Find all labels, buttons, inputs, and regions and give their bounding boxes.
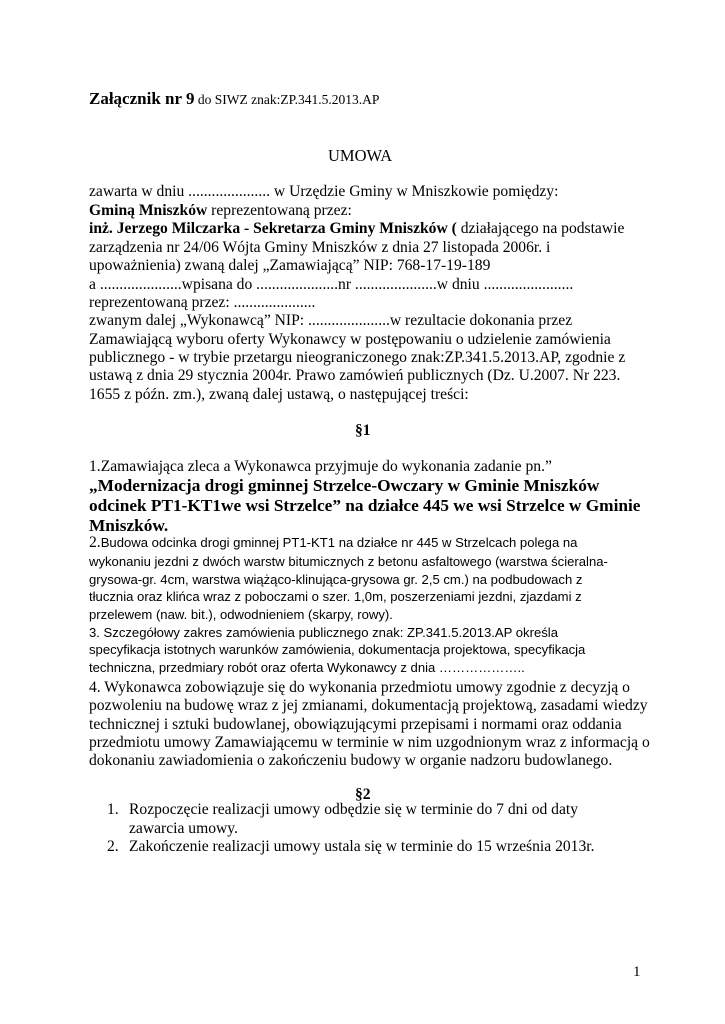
intro-line-5: upoważnienia) zwaną dalej „Zamawiającą” NIP: 768-17-19-189 [89, 257, 491, 274]
party-gmina: Gminą Mniszków [89, 202, 208, 219]
intro-line-8: zwanym dalej „Wykonawcą” NIP: .....................w rezultacie dokonania przez [89, 312, 573, 329]
intro-line-4: zarządzenia nr 24/06 Wójta Gminy Mniszków z dnia 27 listopada 2006r. i [89, 239, 551, 256]
s1-p4-line-3: technicznej i sztuki budowlanej, obowiązującymi przepisami i normami oraz oddania [89, 716, 622, 733]
attachment-line [89, 90, 379, 108]
s1-p1-line-1: 1.Zamawiająca zleca a Wykonawca przyjmuje do wykonania zadanie pn.” [89, 458, 552, 475]
task-title-line-3: Mniszków. [89, 516, 169, 535]
s1-p3-line-2: specyfikacja istotnych warunków zamówienia, dokumentacja projektowa, specyfikacja [89, 642, 586, 657]
intro-line-1: zawarta w dniu ..................... w Urzędzie Gminy w Mniszkowie pomiędzy: [89, 183, 559, 200]
s1-p2-line-2: wykonaniu jezdni z dwóch warstw bitumicznych z betonu asfaltowego (warstwa ścieralna- [89, 554, 608, 569]
intro-line-6: a .....................wpisana do .....................nr .....................w dniu ....................... [89, 276, 574, 293]
s2-item-2-line-1: Zakończenie realizacji umowy ustala się w terminie do 15 września 2013r. [129, 838, 595, 855]
section-2-heading: §2 [355, 786, 371, 803]
s1-p3-line-1: 3. Szczegółowy zakres zamówienia publicznego znak: ZP.341.5.2013.AP określa [89, 625, 558, 640]
s1-p3-line-3: techniczna, przedmiary robót oraz oferta Wykonawcy z dnia ……………….. [89, 660, 525, 675]
s1-p4-line-1: 4. Wykonawca zobowiązuje się do wykonania przedmiotu umowy zgodnie z decyzją o [89, 679, 630, 696]
intro-line-12: 1655 z późn. zm.), zwaną dalej ustawą, o następującej treści: [89, 386, 469, 403]
s1-p4-line-2: pozwoleniu na budowę wraz z jej zmianami, dokumentacją projektową, zasadami wiedzy [89, 697, 648, 714]
document-title: UMOWA [328, 146, 393, 165]
s2-item-1-line-2: zawarcia umowy. [129, 820, 238, 837]
s2-item-1-line-1: Rozpoczęcie realizacji umowy odbędzie się w terminie do 7 dni od daty [129, 801, 579, 818]
task-title-line-1: „Modernizacja drogi gminnej Strzelce-Owczary w Gminie Mniszków [89, 476, 600, 495]
task-title-line-2: odcinek PT1-KT1we wsi Strzelce” na działce 445 we wsi Strzelce w Gminie [89, 496, 641, 515]
section-1-heading: §1 [355, 422, 371, 439]
s1-p4-line-5: dokonaniu zawiadomienia o zakończeniu budowy w organie nadzoru budowlanego. [89, 752, 613, 769]
page-number: 1 [633, 964, 641, 980]
s2-item-1-number: 1. [107, 801, 119, 818]
attachment-number: Załącznik nr 9 [89, 89, 195, 108]
s1-p4-line-4: przedmiotu umowy Zamawiającemu w terminie w nim uzgodnionym wraz z informacją o [89, 734, 650, 751]
intro-line-10: publicznego - w trybie przetargu nieograniczonego znak:ZP.341.5.2013.AP, zgodnie z [89, 349, 626, 366]
intro-line-3: inż. Jerzego Milczarka - Sekretarza Gminy Mniszków ( działającego na podstawie [89, 220, 625, 237]
intro-line-11: ustawą z dnia 29 stycznia 2004r. Prawo zamówień publicznych (Dz. U.2007. Nr 223. [89, 367, 621, 384]
intro-line-9: Zamawiającą wyboru oferty Wykonawcy w postępowaniu o udzielenie zamówienia [89, 331, 611, 348]
s1-p2-line-3: grysowa-gr. 4cm, warstwa wiążąco-klinująca-grysowa gr. 2,5 cm.) na podbudowach z [89, 572, 583, 587]
s2-item-2-number: 2. [107, 838, 119, 855]
s1-p2-line-1: 2.Budowa odcinka drogi gminnej PT1-KT1 na działce nr 445 w Strzelcach polega na [89, 534, 578, 551]
intro-line-7: reprezentowaną przez: ..................... [89, 294, 316, 311]
s1-p2-line-5: przelewem (naw. bit.), odwodnieniem (skarpy, rowy). [89, 607, 393, 622]
attachment-ref: do SIWZ znak:ZP.341.5.2013.AP [194, 92, 380, 107]
s1-p2-line-4: tłucznia oraz klińca wraz z poboczami o szer. 1,0m, poszerzeniami jezdni, zjazdami z [89, 589, 582, 604]
intro-line-2: Gminą Mniszków reprezentowaną przez: [89, 202, 352, 219]
representative-name: inż. Jerzego Milczarka - Sekretarza Gminy Mniszków ( [89, 220, 457, 237]
